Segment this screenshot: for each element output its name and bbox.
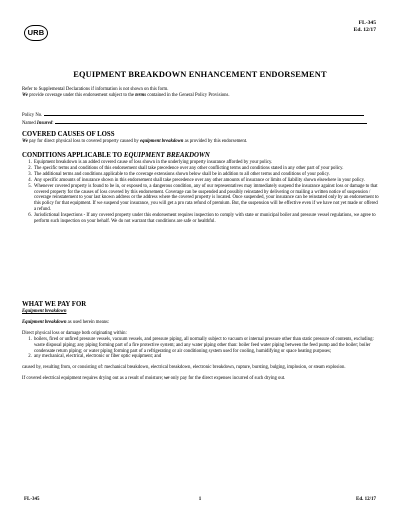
what-we-pay-heading: WHAT WE PAY FOR — [22, 301, 87, 308]
direct-loss-text: Direct physical loss or damage both originating within: — [22, 330, 127, 336]
condition-item: 6. Jurisdictional Inspections - If any covered property under this endorsement requires inspection to comply with state or municipal boiler and pressure vessel regulations, we agree to perform such inspection on your behalf. We do not warrant that conditions are safe or healthful. — [33, 213, 379, 225]
policy-no-row — [22, 111, 379, 119]
named-insured-row: Named Insured: — [22, 119, 379, 127]
equipment-breakdown-subheading: Equipment breakdown — [22, 309, 67, 314]
page-number: 1 — [198, 497, 202, 502]
condition-item: 5. Whenever covered property is found to be in, or exposed to, a dangerous condition, any of our representatives may immediately suspend the insurance against loss or damage to that covered property for the causes of loss covered by this endorsement. Coverage can be suspended and possibly reinstated by delivering or mailing a written notice of suspension / coverage reinstatement to your last known address or the address where the covered property is located. Once suspended, your insurance can be reinstated only by an endorsement to this policy for that equipment. If we suspend your insurance, you will get a pro rata refund of premium. But, the suspension will be effective even if we have not yet made or offered a refund. — [33, 184, 379, 214]
policy-no-field[interactable] — [44, 111, 364, 116]
definition-item: 2. any mechanical, electrical, electronic or fiber optic equipment; and — [33, 354, 379, 360]
intro-line-1: Refer to Supplemental Declarations if information is not shown on this form. — [22, 87, 169, 92]
definition-item: 1. boilers, fired or unfired pressure vessels, vacuum vessels, and pressure piping, all normally subject to vacuum or internal pressure other than static pressure of contents, excluding: waste disposal piping; any piping forming part of a fire protective system; and any water piping other than: boiler feed water piping between the feed pump and the boiler; boiler condensate return piping; or water piping forming part of a refrigerating or air conditioning system used for cooling, humidifying or space heating purposes; — [33, 337, 379, 355]
what-we-pay-section — [22, 301, 379, 382]
definition-list — [22, 337, 379, 361]
covered-causes-section — [22, 131, 379, 145]
conditions-list — [22, 160, 379, 225]
form-number: FL-345 — [358, 20, 376, 26]
covered-causes-heading: COVERED CAUSES OF LOSS — [22, 131, 115, 138]
condition-item: 2. The specific terms and conditions of this endorsement shall take precedence over any other conflicting terms and conditions stated in any other part of your policy. — [33, 166, 379, 172]
conditions-section — [22, 152, 379, 225]
conditions-heading: CONDITIONS APPLICABLE TO EQUIPMENT BREAKDOWN — [22, 152, 210, 159]
condition-item: 3. The additional terms and conditions applicable to the coverage extensions shown below shall be in addition to all other terms and conditions of your policy. — [33, 172, 379, 178]
company-logo: URB — [24, 25, 48, 41]
intro-line-2: We provide coverage under this endorsement subject to the terms contained in the General Policy Provisions. — [22, 92, 230, 98]
covered-causes-text: We pay for direct physical loss to covered property caused by equipment breakdown as provided by this endorsement. — [22, 139, 248, 144]
condition-item: 4. Any specific amounts of insurance shown in this endorsement shall take precedence over any other amounts of insurance or limits of liability shown elsewhere in your policy. — [33, 178, 379, 184]
drying-out-text: If covered electrical equipment requires drying out as a result of moisture; we only pay for the direct expenses incurred of such drying out. — [22, 376, 286, 382]
document-title: EQUIPMENT BREAKDOWN ENHANCEMENT ENDORSEMENT — [73, 70, 327, 79]
form-header — [354, 20, 376, 34]
intro-section — [22, 87, 379, 99]
caused-by-text: caused by, resulting from, or consisting of: mechanical breakdown, electrical breakdown, electronic breakdown, rupture, bursting, bulging, implosion, or steam explosion. — [22, 365, 346, 371]
policy-fields — [22, 111, 379, 127]
form-edition: Ed. 12/17 — [353, 27, 376, 33]
policy-no-label: Policy No. — [22, 113, 43, 118]
condition-item: 1. Equipment breakdown is an added covered cause of loss shown in the underlying property insurance afforded by your policy. — [33, 160, 379, 166]
footer-edition: Ed. 12/17 — [355, 497, 376, 502]
footer-form-number: FL-345 — [24, 497, 40, 502]
definition-intro: Equipment breakdown as used herein means: — [22, 319, 110, 325]
named-insured-field[interactable] — [55, 119, 367, 124]
